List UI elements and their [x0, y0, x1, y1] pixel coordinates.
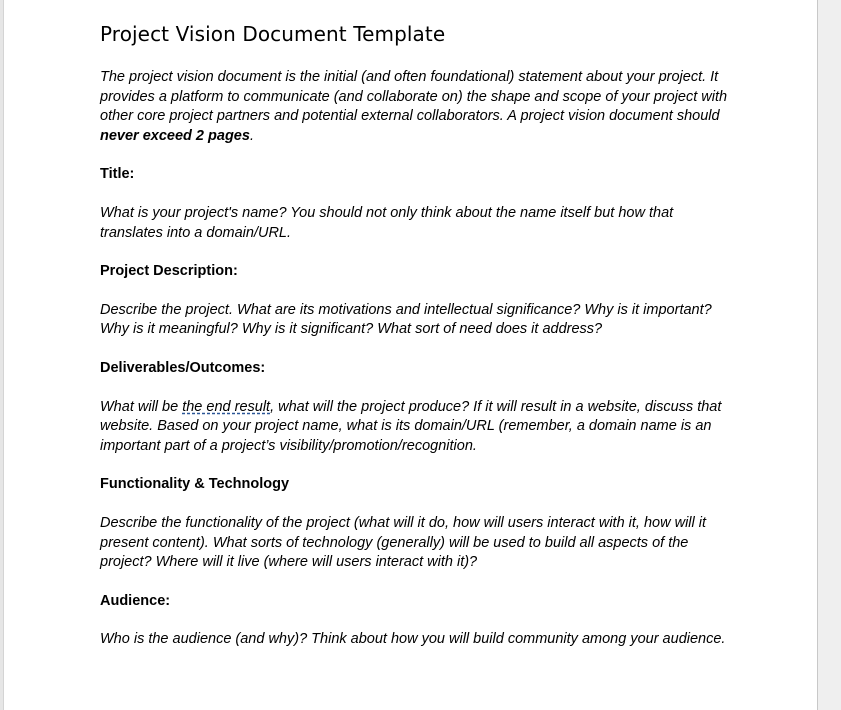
intro-paragraph[interactable] — [100, 68, 730, 146]
section-heading-deliverables[interactable]: Deliverables/Outcomes: — [100, 359, 266, 376]
document-page[interactable] — [3, 0, 818, 710]
section-heading-audience[interactable]: Audience: — [100, 592, 171, 609]
section-body-project-description[interactable]: Describe the project. What are its motivations and intellectual significance? Why is it important? Why is it meaningful? Why is it significant? What sort of need does it address? — [100, 301, 712, 338]
section-body-title[interactable]: What is your project's name? You should not only think about the name itself but how that translates into a domain/URL. — [100, 204, 674, 241]
section-heading-functionality[interactable]: Functionality & Technology — [100, 476, 290, 493]
section-body-audience[interactable]: Who is the audience (and why)? Think about how you will build community among your audience. — [100, 631, 726, 648]
document-body[interactable] — [100, 20, 730, 669]
section-body-deliverables[interactable] — [100, 398, 730, 457]
section-body-functionality[interactable]: Describe the functionality of the project (what will it do, how will users interact with it, how will it present content). What sorts of technology (generally) will be used to build all aspects of the project? Where will it live (where will users interact with it)? — [100, 514, 707, 571]
intro-text-end: . — [249, 127, 254, 144]
intro-bold-text: never exceed 2 pages — [100, 127, 250, 144]
intro-text: The project vision document is the initial (and often foundational) statement about your project. It provides a platform to communicate (and collaborate on) the shape and scope of your project with other core project partners and potential external collaborators. A project vision document should — [100, 69, 728, 125]
section-heading-title[interactable]: Title: — [100, 166, 135, 183]
deliverables-text-end: , what will the project produce? If it will result in a website, discuss that website. Based on your project name, what is its domain/URL (remember, a domain name is an important part of a project’s visibility/promotion/recognition. — [100, 398, 722, 454]
right-margin-panel — [818, 0, 841, 710]
grammar-suggestion-mark[interactable]: the end result — [182, 398, 271, 415]
section-heading-project-description[interactable]: Project Description: — [100, 263, 238, 280]
deliverables-text-start: What will be — [100, 398, 183, 415]
document-title[interactable]: Project Vision Document Template — [100, 22, 446, 46]
